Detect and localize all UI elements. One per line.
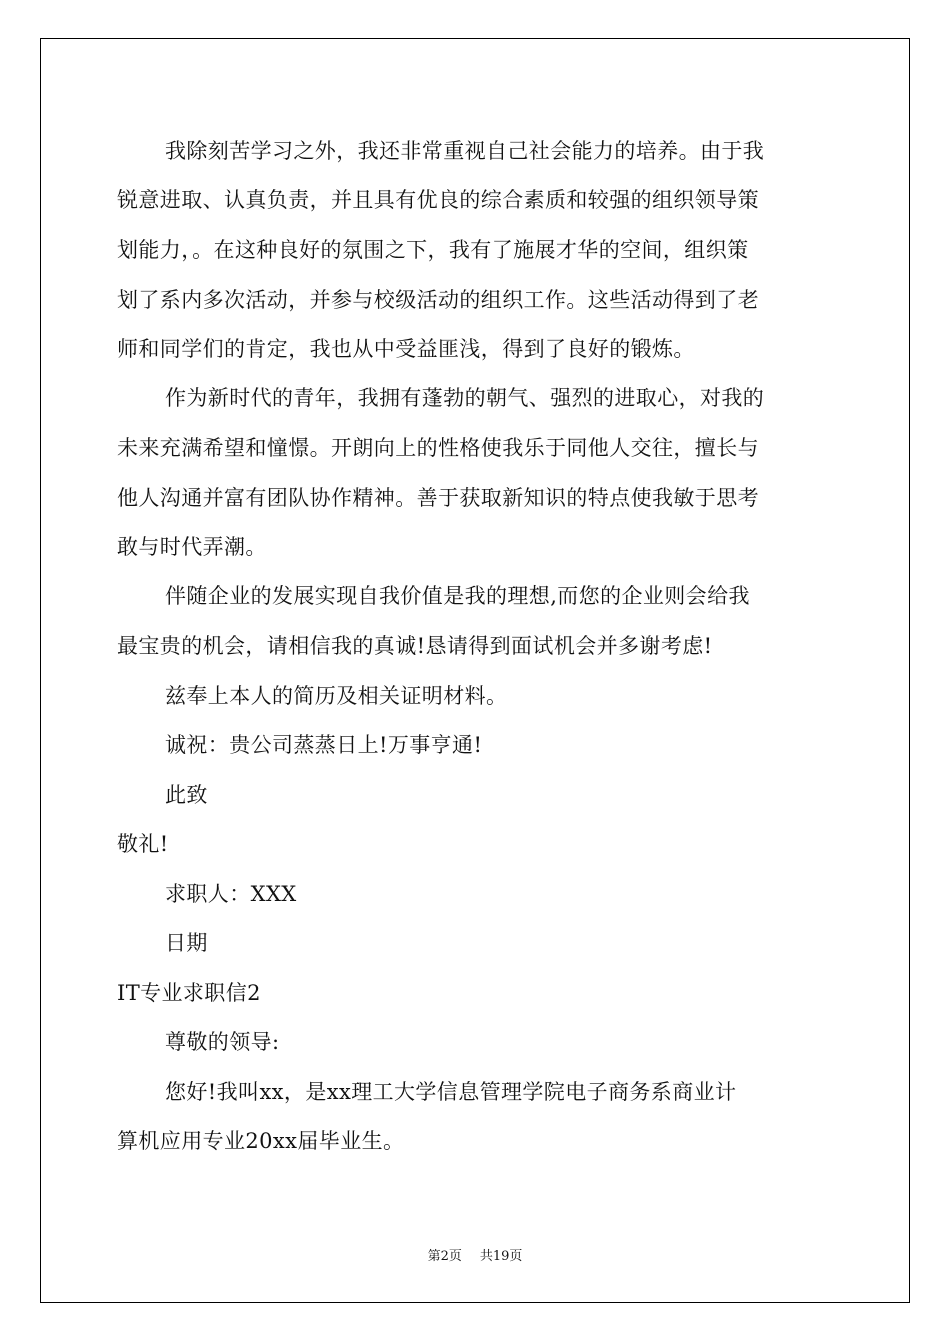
page-number: 第2页 xyxy=(427,1249,462,1264)
page-footer xyxy=(0,1245,950,1264)
date-line: 日期 xyxy=(165,931,208,955)
applicant-line: 求职人：XXX xyxy=(165,882,297,906)
page-total: 共19页 xyxy=(479,1249,523,1264)
paragraph-line: 诚祝：贵公司蒸蒸日上!万事亨通! xyxy=(165,733,483,757)
paragraph-line: 兹奉上本人的简历及相关证明材料。 xyxy=(165,684,508,708)
salutation-line: 敬礼! xyxy=(117,832,169,856)
closing-line: 此致 xyxy=(165,783,208,807)
section-title: IT专业求职信2 xyxy=(117,981,261,1005)
paragraph-line: 锐意进取、认真负责，并且具有优良的综合素质和较强的组织领导策 xyxy=(117,188,759,212)
paragraph-line: 伴随企业的发展实现自我价值是我的理想,而您的企业则会给我 xyxy=(165,584,750,608)
greeting-line: 尊敬的领导: xyxy=(165,1030,280,1054)
paragraph-line: 作为新时代的青年，我拥有蓬勃的朝气、强烈的进取心，对我的 xyxy=(165,386,765,410)
paragraph-line: 他人沟通并富有团队协作精神。善于获取新知识的特点使我敏于思考 xyxy=(117,486,759,510)
paragraph-line: 划能力，。在这种良好的氛围之下，我有了施展才华的空间，组织策 xyxy=(117,238,749,262)
paragraph-line: 我除刻苦学习之外，我还非常重视自己社会能力的培养。由于我 xyxy=(165,139,765,163)
paragraph-line: 未来充满希望和憧憬。开朗向上的性格使我乐于同他人交往，擅长与 xyxy=(117,436,759,460)
paragraph-line: 敢与时代弄潮。 xyxy=(117,535,267,559)
paragraph-line: 最宝贵的机会，请相信我的真诚!恳请得到面试机会并多谢考虑! xyxy=(117,634,713,658)
paragraph-line: 您好!我叫xx，是xx理工大学信息管理学院电子商务系商业计 xyxy=(165,1080,737,1104)
paragraph-line: 师和同学们的肯定，我也从中受益匪浅，得到了良好的锻炼。 xyxy=(117,337,695,361)
paragraph-line: 划了系内多次活动，并参与校级活动的组织工作。这些活动得到了老 xyxy=(117,288,759,312)
paragraph-line: 算机应用专业20xx届毕业生。 xyxy=(117,1129,405,1153)
